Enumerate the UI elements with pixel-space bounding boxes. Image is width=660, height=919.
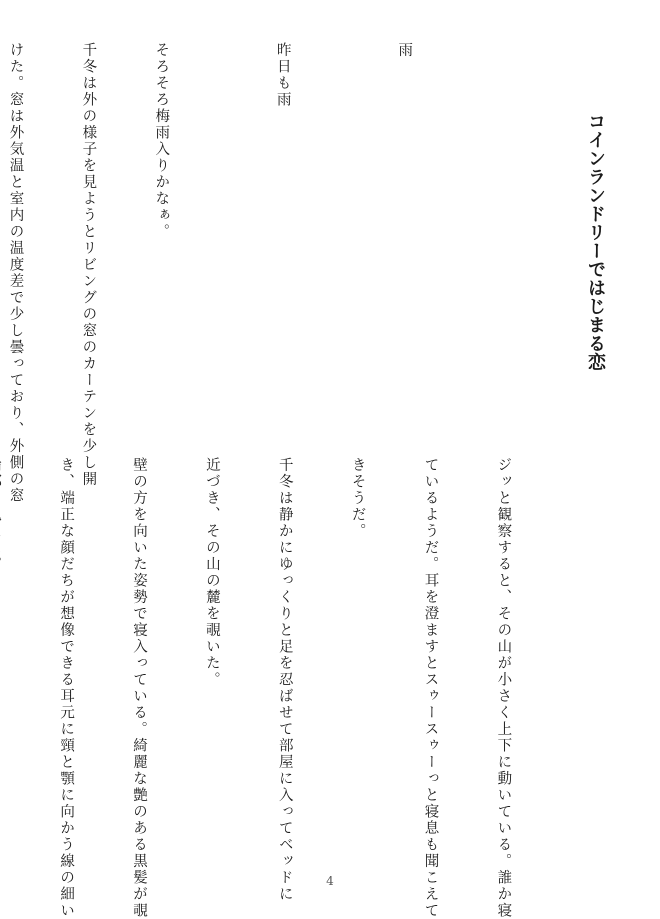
- text-line: そろそろ梅雨入りかなぁ。: [153, 42, 170, 240]
- text-line: 昨日も雨: [274, 42, 291, 108]
- text-line: 近づき、その山の麓を覗いた。: [203, 457, 220, 688]
- text-line: 雨: [396, 42, 413, 59]
- text-line: 壁の方を向いた姿勢で寝入っている。綺麗な艶のある黒髪が覗: [130, 457, 147, 919]
- text-line: ジッと観察すると、その山が小さく上下に動いている。誰か寝: [495, 457, 512, 919]
- text-line: 千冬は静かにゆっくりと足を忍ばせて部屋に入ってベッドに: [276, 457, 293, 903]
- text-line: ているようだ。耳を澄ますとスゥースゥーっと寝息も聞こえて: [422, 457, 439, 919]
- text-line: きそうだ。: [349, 457, 366, 540]
- page-number: 4: [326, 874, 334, 888]
- text-line: 千冬は外の様子を見ようとリビングの窓のカーテンを少し開: [80, 42, 97, 488]
- text-line: [0, 457, 5, 857]
- text-line: けた。窓は外気温と室内の温度差で少し曇っており、外側の窓: [7, 42, 24, 504]
- text-line: き、端正な顔だちが想像できる耳元に頸と顎に向かう線の細い: [58, 457, 75, 919]
- story-title: コインランドリーではじまる恋: [585, 112, 606, 371]
- text-block-lower: [0, 457, 564, 919]
